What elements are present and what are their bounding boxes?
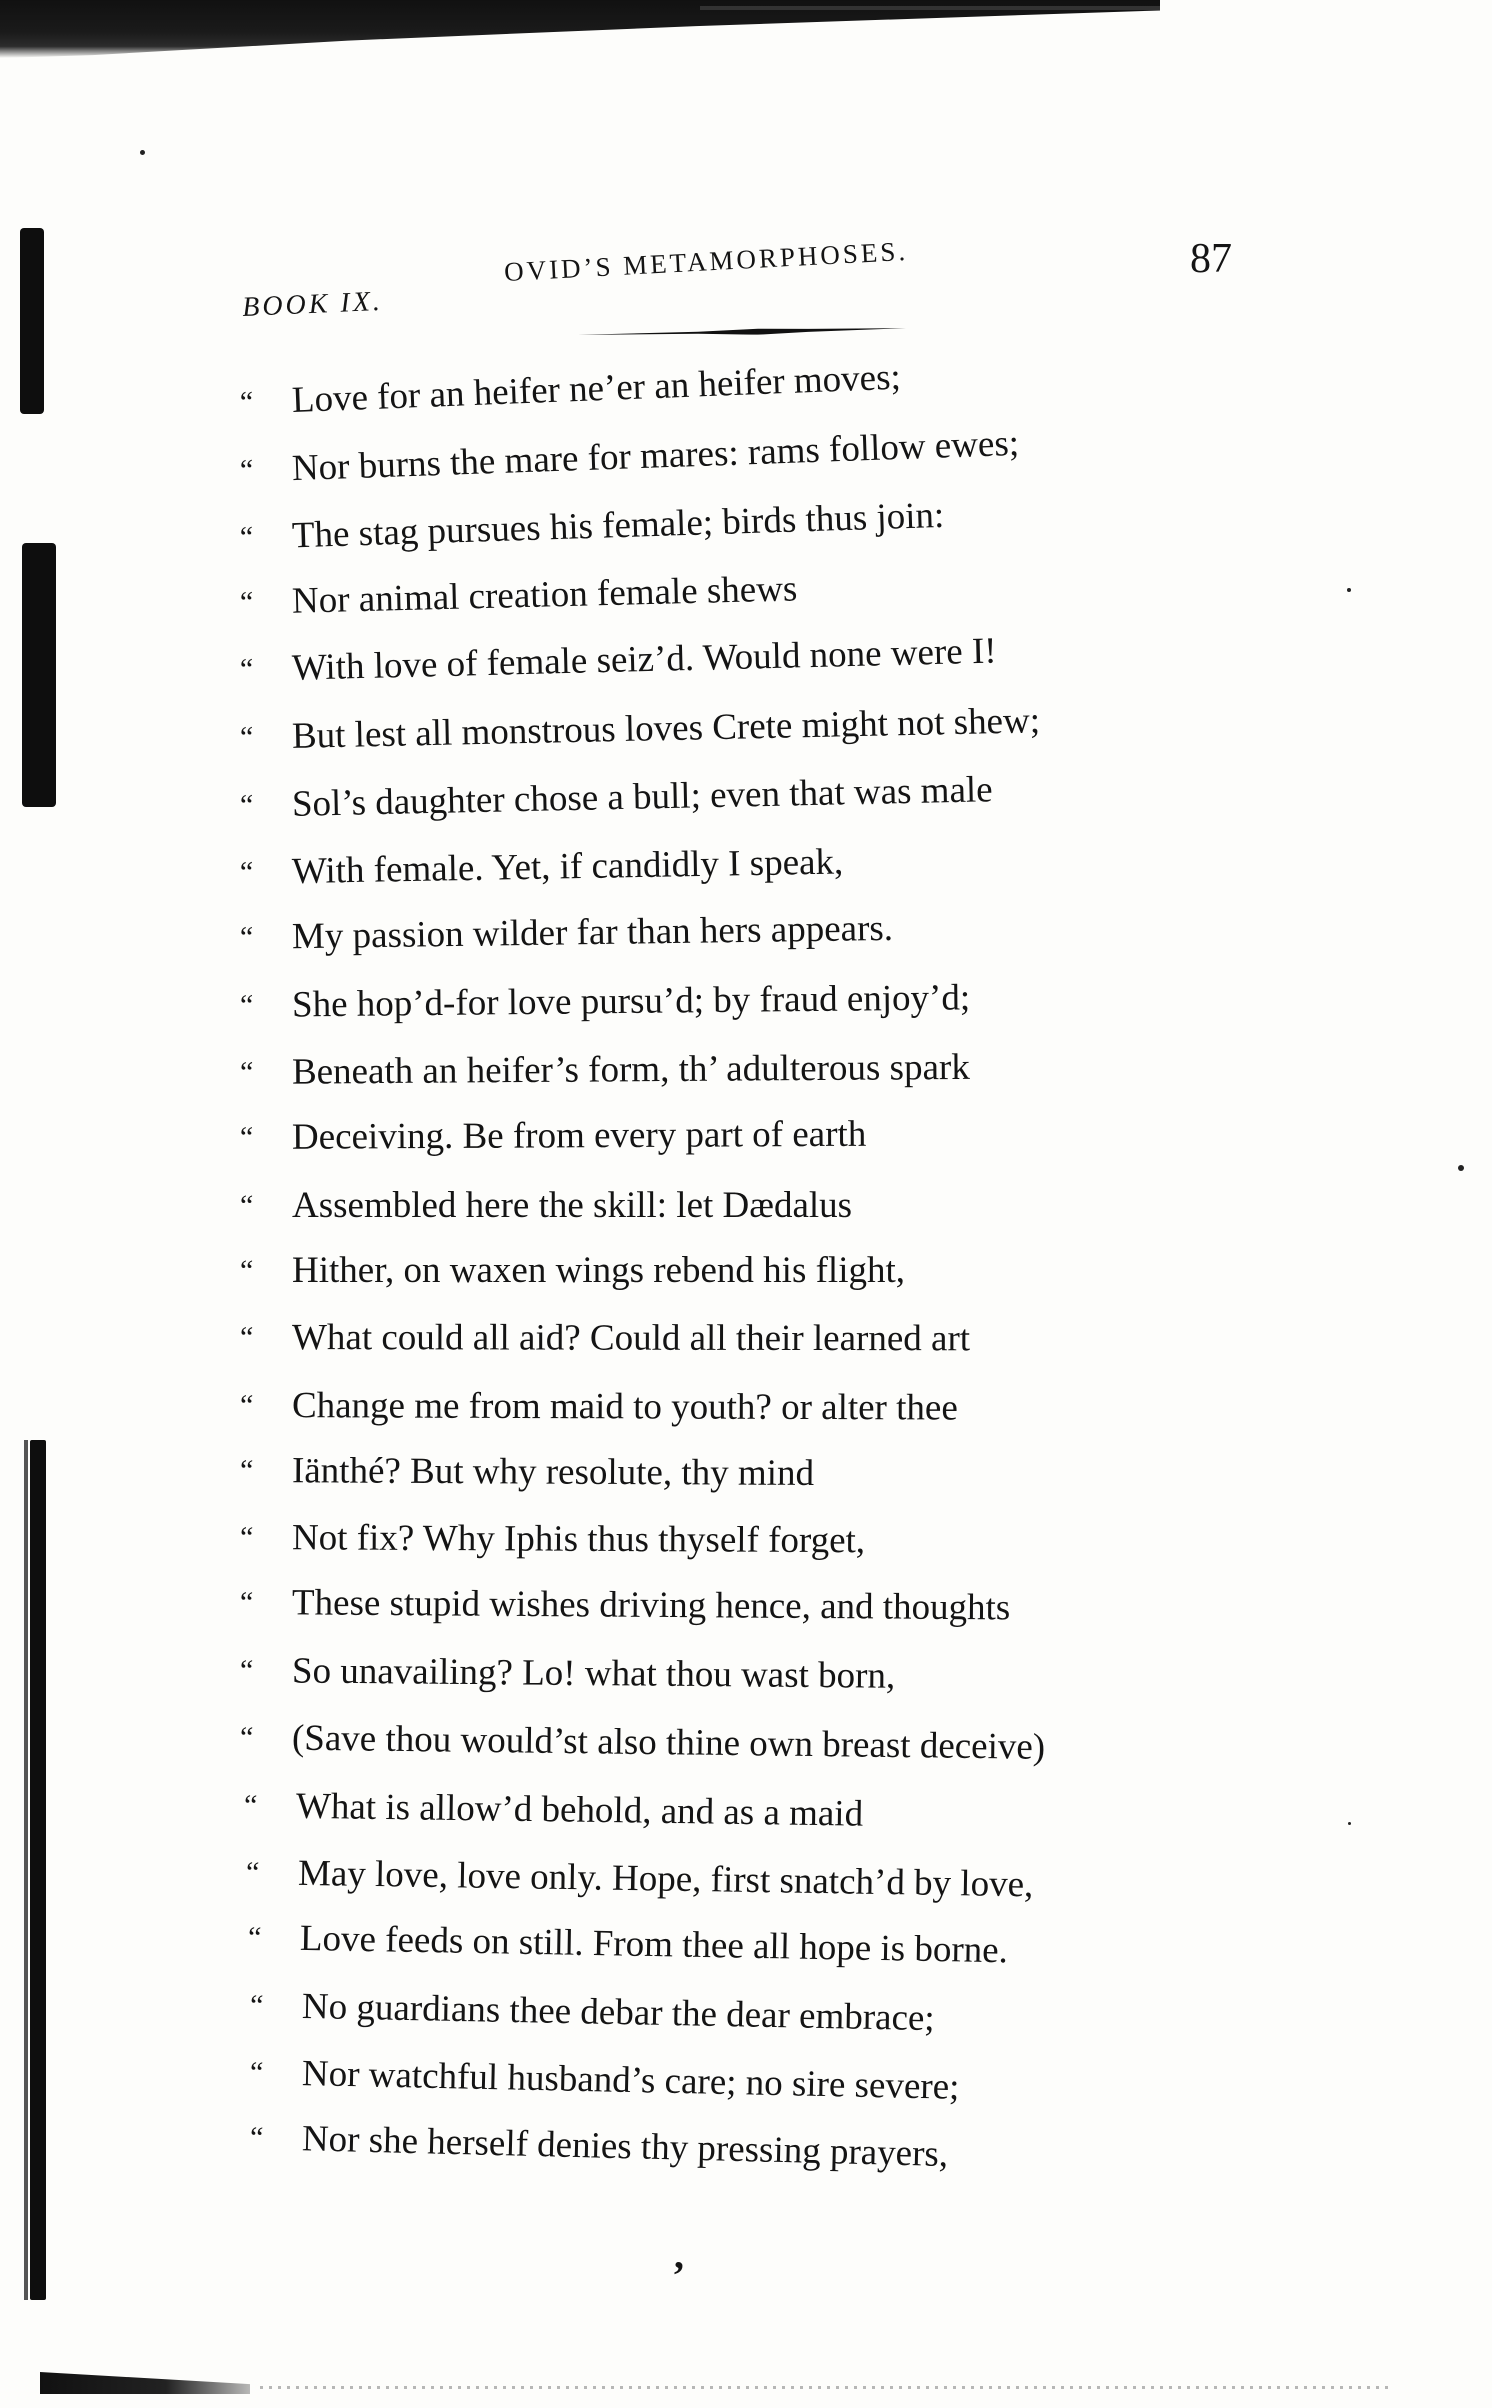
verse-line [239,488,945,566]
scan-binding-mark [22,543,56,807]
quote-mark: “ [239,453,254,487]
verse-line-text: (Save thou would’st also thine own breast deceive) [291,1717,1046,1768]
quote-mark: “ [239,1454,254,1488]
running-header [0,235,1492,350]
quote-mark: “ [240,1254,254,1287]
verse-line [240,1443,814,1502]
scan-binding-edge [24,1440,28,2300]
verse-line [240,834,844,901]
verse-line-text: Beneath an heifer’s form, th’ adulterous spark [291,1046,970,1093]
quote-mark: “ [239,585,254,619]
scan-noise-bottom [260,2386,1390,2389]
verse-line-text: Assembled here the skill: let Dædalus [292,1185,853,1226]
quote-mark: “ [239,920,254,954]
quote-mark: “ [239,1055,254,1089]
quote-mark: “ [239,652,254,686]
verse-line [240,970,971,1034]
verse-line [249,2110,948,2183]
verse-line-text: May love, love only. Hope, first snatch’d by love, [297,1852,1034,1906]
verse-line [240,1178,852,1234]
verse-line [240,1575,1011,1636]
verse-line [240,1243,905,1299]
verse-line [244,1778,864,1843]
quote-mark: “ [249,2056,264,2090]
quote-mark: “ [239,1389,254,1423]
quote-mark: “ [249,1989,264,2023]
quote-mark: “ [243,1789,258,1823]
verse-line-text: Nor burns the mare for mares: rams follow ewes; [291,422,1020,490]
scan-shadow-top-line [700,6,1160,10]
verse-line [246,1845,1034,1913]
verse-line [240,1310,970,1367]
verse-line-text: With love of female seiz’d. Would none were I! [291,630,998,689]
quote-mark: “ [239,988,254,1022]
quote-mark: “ [239,1321,254,1355]
verse-line [239,693,1040,766]
verse-line-text: The stag pursues his female; birds thus join: [291,494,945,557]
scan-speck [140,150,145,155]
verse-line [239,561,798,631]
verse-line-text: Change me from maid to youth? or alter thee [291,1385,958,1429]
scan-speck [1348,1822,1351,1825]
verse-line [239,350,902,431]
quote-mark: “ [239,1120,254,1154]
verse-line [249,1978,935,2047]
quote-mark: “ [239,1654,254,1688]
quote-mark: “ [239,1721,254,1755]
quote-mark: “ [239,788,254,822]
page-number: 87 [1190,236,1232,282]
verse-line-text: What is allow’d behold, and as a maid [295,1785,864,1835]
scan-speck [1458,1165,1464,1171]
verse-line-text: Nor animal creation female shews [291,568,798,622]
verse-line-text: So unavailing? Lo! what thou wast born, [291,1650,896,1697]
verse-line [240,1710,1046,1776]
verse-line-text: She hop’d-for love pursu’d; by fraud enjoy’d; [291,977,971,1026]
verse-line [240,901,894,966]
verse-line-text: Love feeds on still. From thee all hope is borne. [299,1917,1009,1972]
verse-line [240,1643,896,1705]
footer-mark: ʼ [672,2253,686,2298]
verse-line-text: Iänthé? But why resolute, thy mind [291,1450,815,1495]
verse-line-text: My passion wilder far than hers appears. [291,907,894,958]
verse-line [248,1910,1009,1979]
verse-line [240,1107,867,1166]
quote-mark: “ [240,1189,254,1222]
scan-binding-mark [30,1440,46,2300]
book-label: BOOK IX. [241,285,384,324]
verse-line-text: But lest all monstrous loves Crete might not shew; [291,700,1041,757]
verse-line-text: Hither, on waxen wings rebend his flight, [292,1250,906,1291]
quote-mark: “ [239,720,254,754]
quote-mark: “ [245,1856,260,1890]
quote-mark: “ [239,1521,254,1555]
verse-line [249,2045,960,2116]
scan-speck [1347,588,1351,592]
verse-line-text: Not fix? Why Iphis thus thyself forget, [291,1517,866,1562]
running-title: OVID’S METAMORPHOSES. [503,235,909,288]
verse-line-text: These stupid wishes driving hence, and thoughts [291,1582,1011,1629]
quote-mark: “ [247,1921,262,1955]
verse-line-text: Sol’s daughter chose a bull; even that was male [291,769,994,825]
verse-line-text: What could all aid? Could all their learned art [291,1317,971,1360]
verse-line-text: No guardians thee debar the dear embrace; [301,1986,936,2040]
scan-shadow-bottom [40,2372,250,2394]
verse-line [240,1378,958,1437]
verse-line [239,416,1020,499]
verse-line-text: With female. Yet, if candidly I speak, [291,841,844,893]
verse-line-text: Nor she herself denies thy pressing prayers, [301,2118,949,2176]
verse-line [239,762,993,834]
verse-line-text: Love for an heifer ne’er an heifer moves; [291,356,902,421]
verse-line [240,1040,970,1101]
verse-line-text: Deceiving. Be from every part of earth [291,1113,867,1158]
quote-mark: “ [239,1586,254,1620]
verse-line-text: Nor watchful husband’s care; no sire severe; [301,2053,960,2108]
quote-mark: “ [239,520,254,554]
header-rule [578,325,906,338]
verse-line [239,624,997,698]
quote-mark: “ [239,855,254,889]
quote-mark: “ [239,385,254,419]
quote-mark: “ [249,2121,264,2155]
verse-line [240,1510,865,1569]
